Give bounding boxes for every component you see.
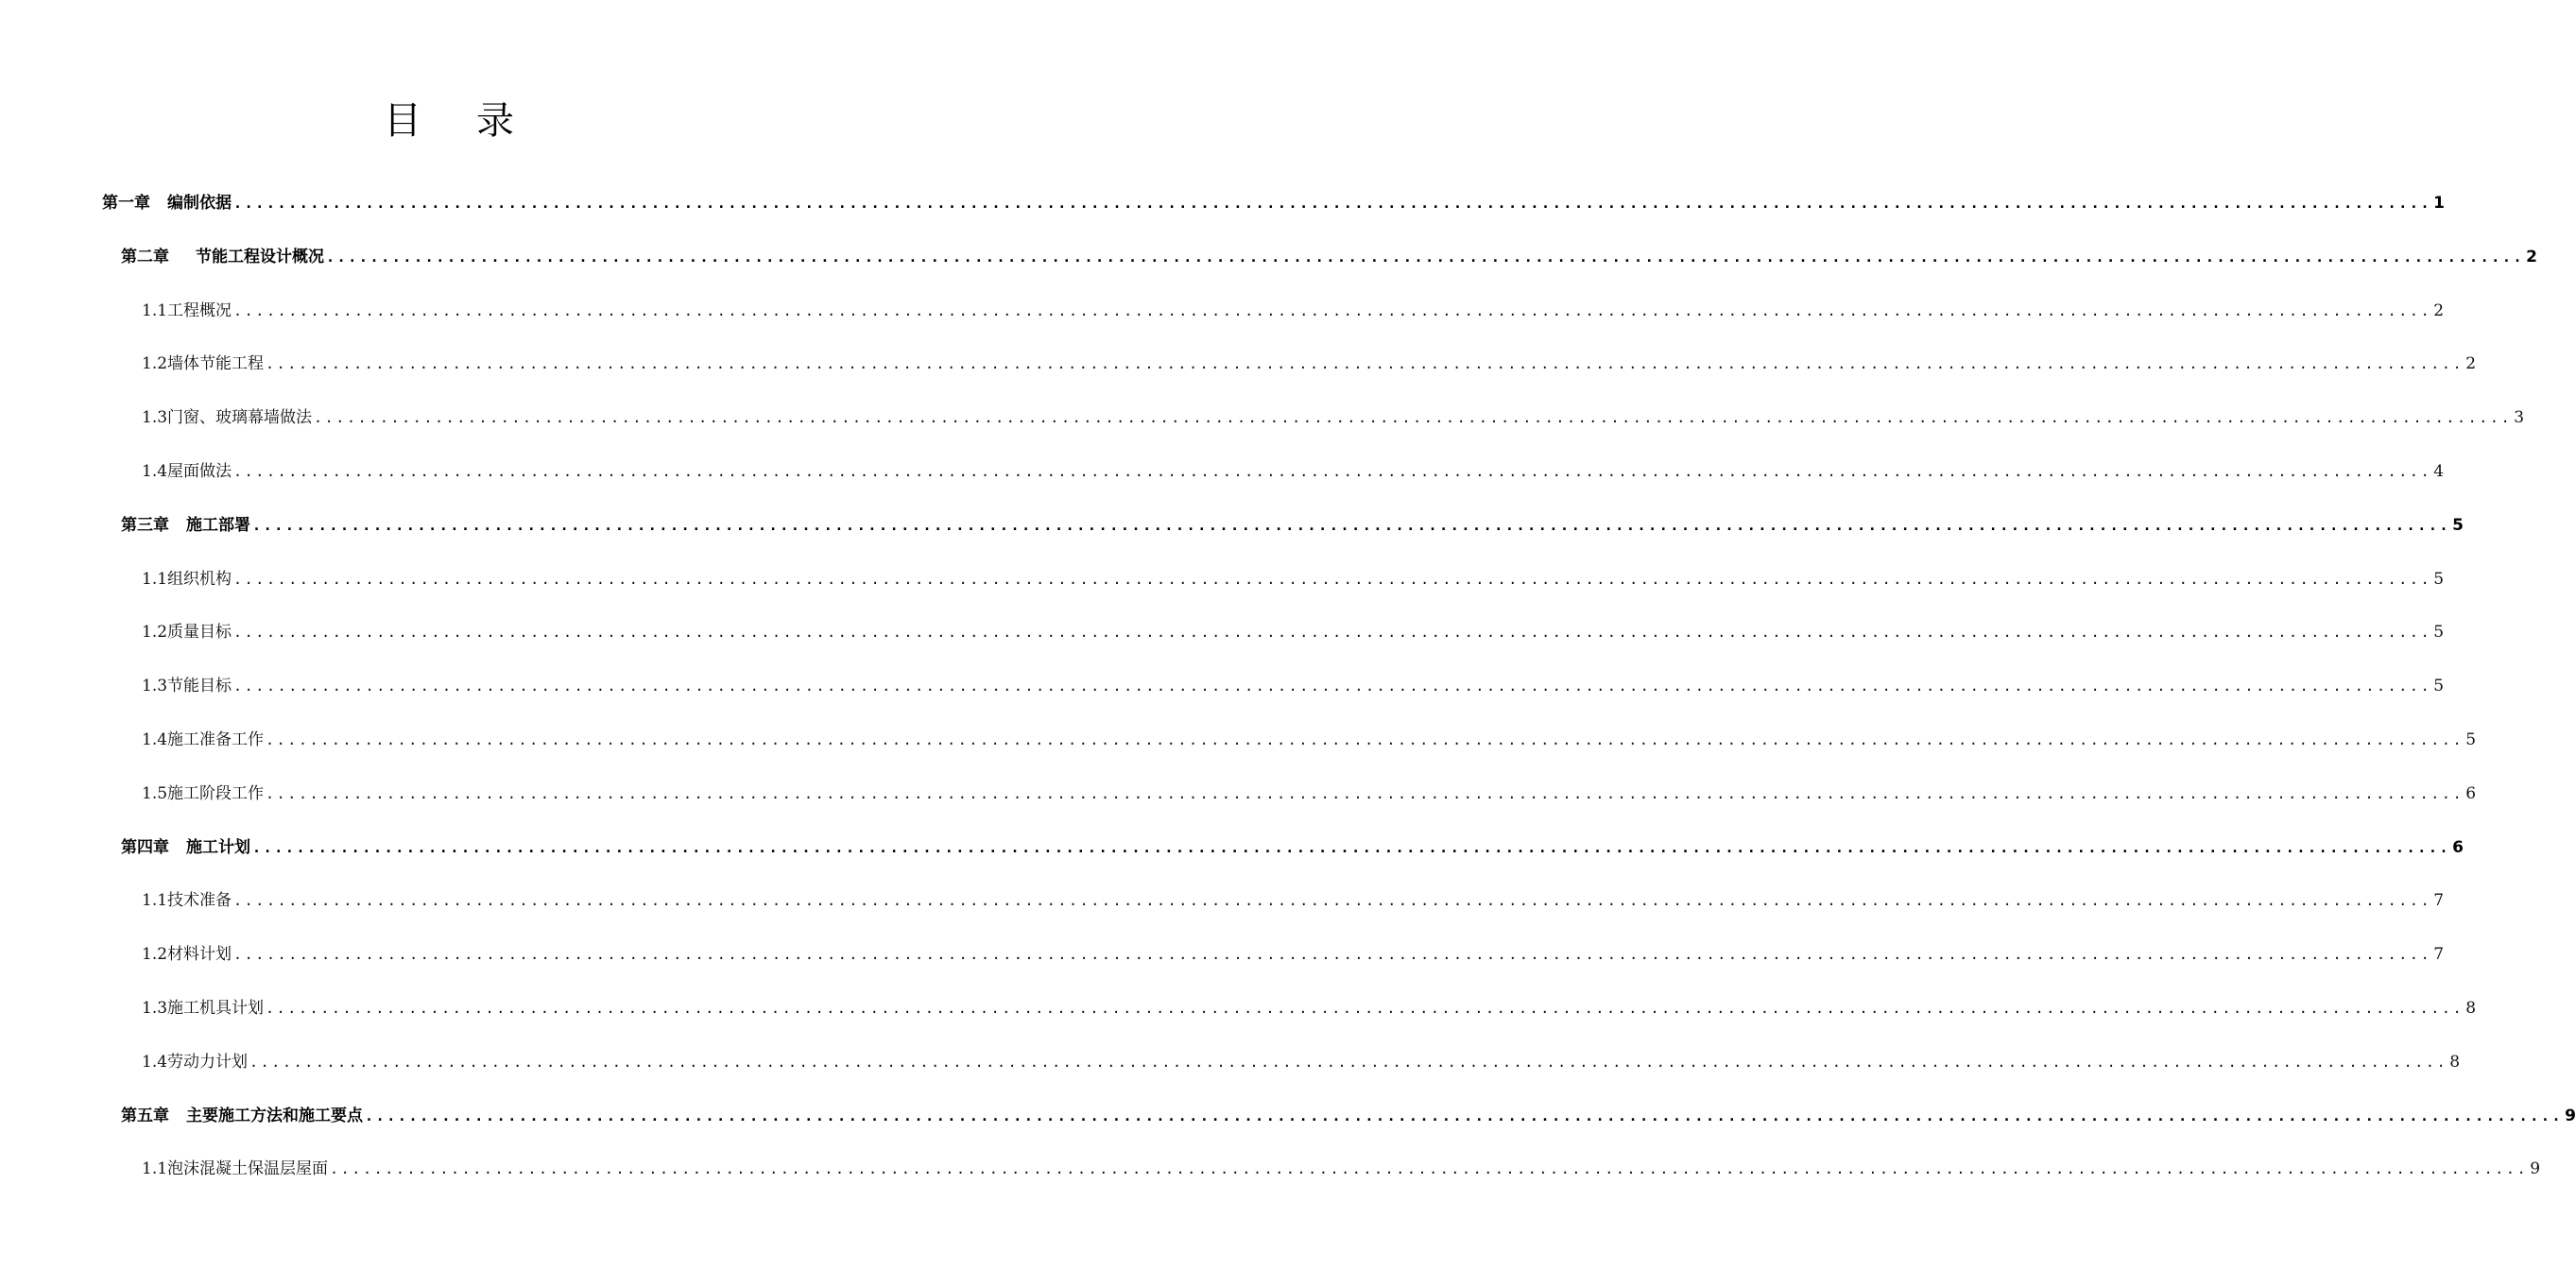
toc-entry-title: 组织机构 (167, 569, 232, 589)
toc-leader-dots: ........................................................................................................................................................................................................ (233, 463, 2432, 480)
toc-entry-number: 1.5 (142, 783, 168, 803)
toc-entry-number: 1.2 (142, 354, 168, 374)
toc-entry-title: 技术准备 (167, 891, 232, 911)
toc-section-entry[interactable] (142, 1046, 2461, 1073)
toc-leader-dots: ........................................................................................................................................................................................................ (233, 892, 2432, 910)
toc-entry-number: 1.4 (142, 462, 168, 481)
title-char-2: 录 (476, 99, 514, 143)
toc-entry-label (142, 1052, 248, 1073)
title-char-1: 目 (384, 99, 421, 143)
toc-entry-label (142, 729, 264, 750)
toc-page-number: 9 (2565, 1106, 2576, 1125)
toc-page-number: 2 (2526, 247, 2537, 266)
toc-entry-number: 1.3 (142, 999, 168, 1018)
toc-leader-dots: ........................................................................................................................................................................................................ (233, 678, 2432, 695)
toc-section-entry[interactable] (142, 348, 2477, 374)
toc-entry-title: 施工阶段工作 (167, 783, 265, 803)
toc-page-number: 6 (2452, 837, 2464, 857)
toc-page-number: 5 (2433, 677, 2445, 696)
toc-section-entry[interactable] (142, 402, 2525, 428)
toc-leader-dots: ........................................................................................................................................................................................................ (330, 1160, 2529, 1178)
toc-entry-title: 主要施工方法和施工要点 (186, 1106, 363, 1125)
toc-entry-label (142, 353, 264, 374)
toc-entry-number: 第四章 (121, 837, 169, 857)
toc-entry-number: 1.3 (142, 408, 168, 428)
toc-section-entry[interactable] (142, 724, 2477, 750)
toc-entry-title: 节能工程设计概况 (196, 247, 324, 266)
toc-section-entry[interactable] (142, 295, 2445, 321)
toc-section-entry[interactable] (142, 992, 2477, 1019)
toc-leader-dots: ........................................................................................................................................................................................................ (266, 1000, 2464, 1017)
toc-entry-title: 质量目标 (167, 623, 232, 643)
toc-entry-label (142, 300, 232, 321)
toc-page-number: 3 (2514, 408, 2525, 428)
toc-entry-title: 编制依据 (167, 194, 232, 213)
toc-leader-dots: ........................................................................................................................................................................................................ (233, 195, 2432, 212)
toc-section-entry[interactable] (142, 616, 2445, 643)
toc-chapter-entry[interactable] (121, 241, 2537, 267)
toc-section-entry[interactable] (142, 884, 2445, 911)
toc-leader-dots: ........................................................................................................................................................................................................ (233, 624, 2432, 642)
toc-page-number: 5 (2433, 623, 2445, 643)
toc-entry-label (142, 622, 232, 643)
toc-entry-title: 施工机具计划 (167, 999, 265, 1018)
toc-entry-number: 1.1 (142, 300, 168, 320)
toc-entry-label (142, 1158, 328, 1179)
toc-entry-number: 第二章 (121, 247, 169, 266)
toc-entry-label (142, 890, 232, 911)
toc-section-entry[interactable] (142, 938, 2445, 965)
toc-entry-number: 1.3 (142, 677, 168, 696)
toc-leader-dots: ........................................................................................................................................................................................................ (314, 409, 2513, 427)
toc-section-entry[interactable] (142, 778, 2477, 804)
toc-leader-dots: ........................................................................................................................................................................................................ (249, 1053, 2448, 1071)
toc-chapter-entry[interactable] (121, 1100, 2576, 1126)
toc-leader-dots: ........................................................................................................................................................................................................ (252, 516, 2451, 534)
toc-page-number: 7 (2433, 891, 2445, 911)
toc-entry-title: 施工计划 (186, 837, 250, 857)
toc-section-entry[interactable] (142, 670, 2445, 696)
toc-entry-title: 墙体节能工程 (167, 354, 265, 374)
toc-entry-number: 1.1 (142, 891, 168, 911)
toc-entry-number: 1.1 (142, 1159, 168, 1179)
toc-entry-label (121, 1106, 363, 1126)
toc-leader-dots: ........................................................................................................................................................................................................ (266, 731, 2464, 748)
toc-entry-title: 门窗、玻璃幕墙做法 (167, 408, 313, 428)
toc-leader-dots: ........................................................................................................................................................................................................ (233, 301, 2432, 319)
toc-entry-label (121, 247, 324, 267)
toc-entry-number: 1.4 (142, 1052, 168, 1072)
toc-entry-number: 1.2 (142, 945, 168, 965)
toc-chapter-entry[interactable] (102, 187, 2445, 214)
toc-page-number: 2 (2465, 354, 2477, 374)
toc-section-entry[interactable] (142, 563, 2445, 590)
toc-entry-title: 施工准备工作 (167, 730, 265, 749)
toc-leader-dots: ........................................................................................................................................................................................................ (266, 784, 2464, 802)
toc-page-number: 1 (2433, 194, 2445, 213)
toc-entry-number: 第五章 (121, 1106, 169, 1125)
toc-section-entry[interactable] (142, 455, 2445, 482)
toc-entry-label (121, 515, 250, 536)
toc-entry-label (121, 837, 250, 858)
toc-entry-number: 第三章 (121, 515, 169, 535)
toc-entry-title: 节能目标 (167, 677, 232, 696)
toc-entry-label (142, 569, 232, 590)
toc-entry-label (142, 944, 232, 965)
toc-page-number: 8 (2449, 1052, 2461, 1072)
toc-entry-number: 1.2 (142, 623, 168, 643)
toc-page-number: 2 (2433, 300, 2445, 320)
toc-entry-title: 工程概况 (167, 300, 232, 320)
toc-chapter-entry[interactable] (121, 509, 2464, 536)
toc-entry-label (142, 407, 312, 428)
toc-leader-dots: ........................................................................................................................................................................................................ (266, 355, 2464, 373)
toc-leader-dots: ........................................................................................................................................................................................................ (326, 248, 2525, 266)
toc-entry-label (142, 461, 232, 482)
toc-page-number: 5 (2433, 569, 2445, 589)
toc-page-number: 5 (2465, 730, 2477, 749)
toc-page-number: 4 (2433, 462, 2445, 481)
toc-entry-title: 泡沫混凝土保温层屋面 (167, 1159, 329, 1179)
toc-entry-label (142, 998, 264, 1019)
toc-chapter-entry[interactable] (121, 832, 2464, 858)
toc-entry-title: 施工部署 (186, 515, 250, 535)
toc-page-number: 5 (2452, 515, 2464, 535)
toc-entry-title: 劳动力计划 (167, 1052, 249, 1072)
toc-entry-label (102, 193, 232, 214)
toc-page-number: 9 (2530, 1159, 2541, 1179)
toc-entry-label (142, 676, 232, 696)
toc-entry-label (142, 783, 264, 804)
toc-leader-dots: ........................................................................................................................................................................................................ (252, 838, 2451, 856)
toc-entry-number: 第一章 (102, 194, 150, 213)
toc-leader-dots: ........................................................................................................................................................................................................ (233, 570, 2432, 588)
toc-entry-title: 材料计划 (167, 945, 232, 965)
toc-page-number: 6 (2465, 783, 2477, 803)
page-title (0, 91, 898, 145)
toc-entry-number: 1.4 (142, 730, 168, 749)
toc-entry-title: 屋面做法 (167, 462, 232, 481)
toc-section-entry[interactable] (142, 1153, 2541, 1179)
toc-leader-dots: ........................................................................................................................................................................................................ (365, 1107, 2564, 1124)
toc-entry-number: 1.1 (142, 569, 168, 589)
toc-page-number: 7 (2433, 945, 2445, 965)
toc-leader-dots: ........................................................................................................................................................................................................ (233, 946, 2432, 964)
toc-page-number: 8 (2465, 999, 2477, 1018)
